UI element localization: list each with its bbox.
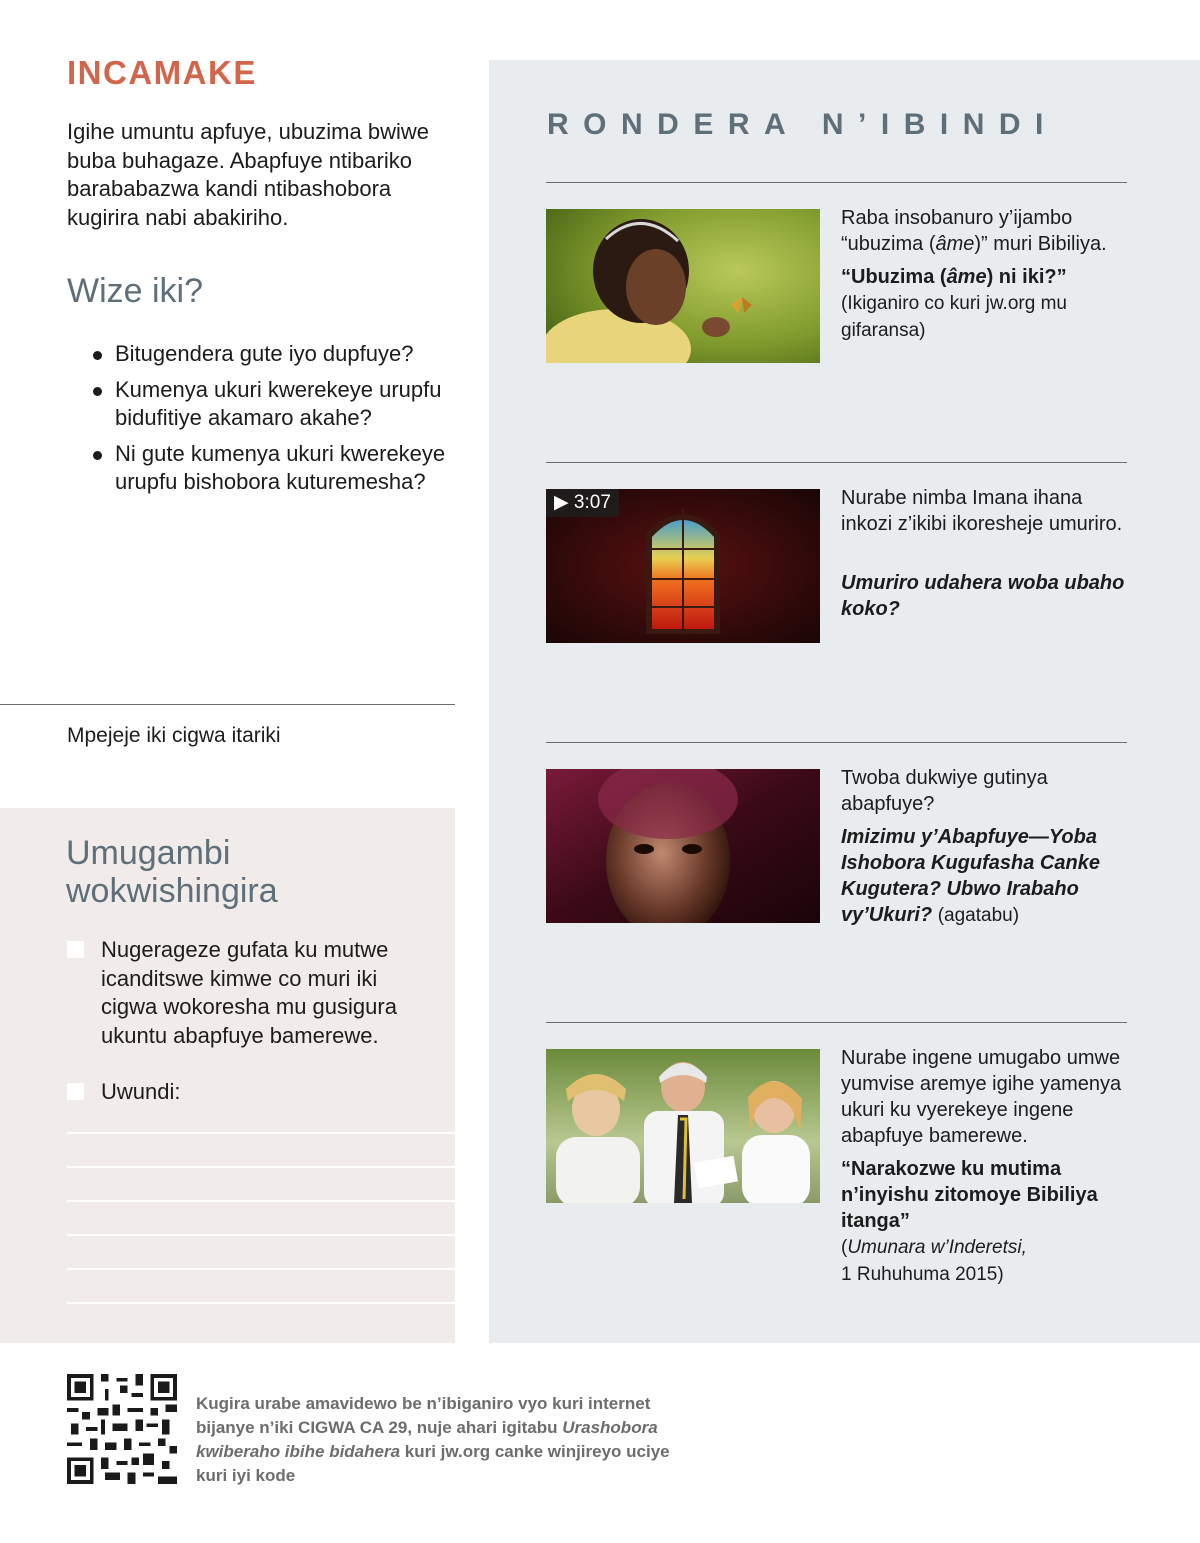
goal-item-text: Uwundi: bbox=[101, 1079, 181, 1104]
write-line[interactable] bbox=[67, 1268, 455, 1270]
review-date-label: Mpejeje iki cigwa itariki bbox=[67, 724, 281, 747]
checkbox[interactable] bbox=[67, 941, 84, 958]
write-line[interactable] bbox=[67, 1132, 455, 1134]
write-line[interactable] bbox=[67, 1166, 455, 1168]
goal-title: Umugambi wokwishingira bbox=[66, 834, 278, 910]
write-line[interactable] bbox=[67, 1234, 455, 1236]
write-line[interactable] bbox=[67, 1200, 455, 1202]
entry-reference[interactable]: “Ubuzima (âme) ni iki?” (Ikiganiro co kuri jw.org mu gifaransa) bbox=[841, 266, 1067, 341]
video-duration-badge: ▶ 3:07 bbox=[546, 489, 619, 517]
summary-title: INCAMAKE bbox=[67, 54, 257, 91]
entry-description: Raba insobanuro y’ijambo “ubuzima (âme)” muri Bibiliya. bbox=[841, 207, 1107, 255]
checkbox[interactable] bbox=[67, 1083, 84, 1100]
divider bbox=[546, 1022, 1127, 1023]
entry-reference[interactable]: “Narakozwe ku mutima n’inyishu zitomoye Bibiliya itanga” (Umunara w’Inderetsi, 1 Ruhuhuma 2015) bbox=[841, 1158, 1098, 1285]
goal-item[interactable] bbox=[67, 1078, 427, 1107]
play-icon: ▶ bbox=[554, 492, 569, 513]
write-line[interactable] bbox=[67, 1302, 455, 1304]
entry-description: Nurabe ingene umugabo umwe yumvise aremye igihe yamenya ukuri ku vyerekeye ingene abapfuye bamerewe. bbox=[841, 1047, 1122, 1147]
summary-text: Igihe umuntu apfuye, ubuzima bwiwe buba buhagaze. Abapfuye ntibariko barababazwa kandi ntibashobora kugirira nabi abakiriho. bbox=[67, 119, 429, 230]
goal-item-text: Nugerageze gufata ku mutwe icanditswe kimwe co muri iki cigwa wokoresha mu gusigura ukuntu abapfuye bamerewe. bbox=[101, 937, 397, 1048]
divider bbox=[546, 462, 1127, 463]
girl-butterfly-image[interactable] bbox=[546, 209, 820, 363]
divider bbox=[0, 704, 455, 705]
qr-code-icon[interactable] bbox=[67, 1374, 177, 1484]
divider bbox=[546, 182, 1127, 183]
learn-item: Bitugendera gute iyo dupfuye? bbox=[93, 340, 463, 369]
learn-list bbox=[93, 340, 463, 504]
entry-description: Twoba dukwiye gutinya abapfuye? bbox=[841, 767, 1048, 815]
divider bbox=[546, 742, 1127, 743]
goal-item[interactable] bbox=[67, 936, 427, 1050]
entry-description: Nurabe nimba Imana ihana inkozi z’ikibi ikoresheje umuriro. bbox=[841, 487, 1123, 535]
learn-title: Wize iki? bbox=[67, 272, 204, 310]
footer-text: Kugira urabe amavidewo be n’ibiganiro vyo kuri internet bijanye n’iki CIGWA CA 29, nuje ahari igitabu Urashobora kwiberaho ibihe bidahera kuri jw.org canke winjireyo uciye kuri iyi kode bbox=[196, 1394, 670, 1485]
entry-reference[interactable]: Imizimu y’Abapfuye—Yoba Ishobora Kugufasha Canke Kugutera? Ubwo Irabaho vy’Ukuri? (agatabu) bbox=[841, 826, 1100, 926]
entry-reference[interactable]: Umuriro udahera woba ubaho koko? bbox=[841, 572, 1125, 620]
learn-item: Kumenya ukuri kwerekeye urupfu bidufitiye akamaro akahe? bbox=[93, 376, 463, 433]
learn-item: Ni gute kumenya ukuri kwerekeye urupfu bishobora kuturemesha? bbox=[93, 440, 463, 497]
three-people-image[interactable] bbox=[546, 1049, 820, 1203]
more-title: RONDERA N’IBINDI bbox=[547, 108, 1058, 141]
stained-glass-video-thumbnail[interactable] bbox=[546, 489, 820, 643]
face-image[interactable] bbox=[546, 769, 820, 923]
